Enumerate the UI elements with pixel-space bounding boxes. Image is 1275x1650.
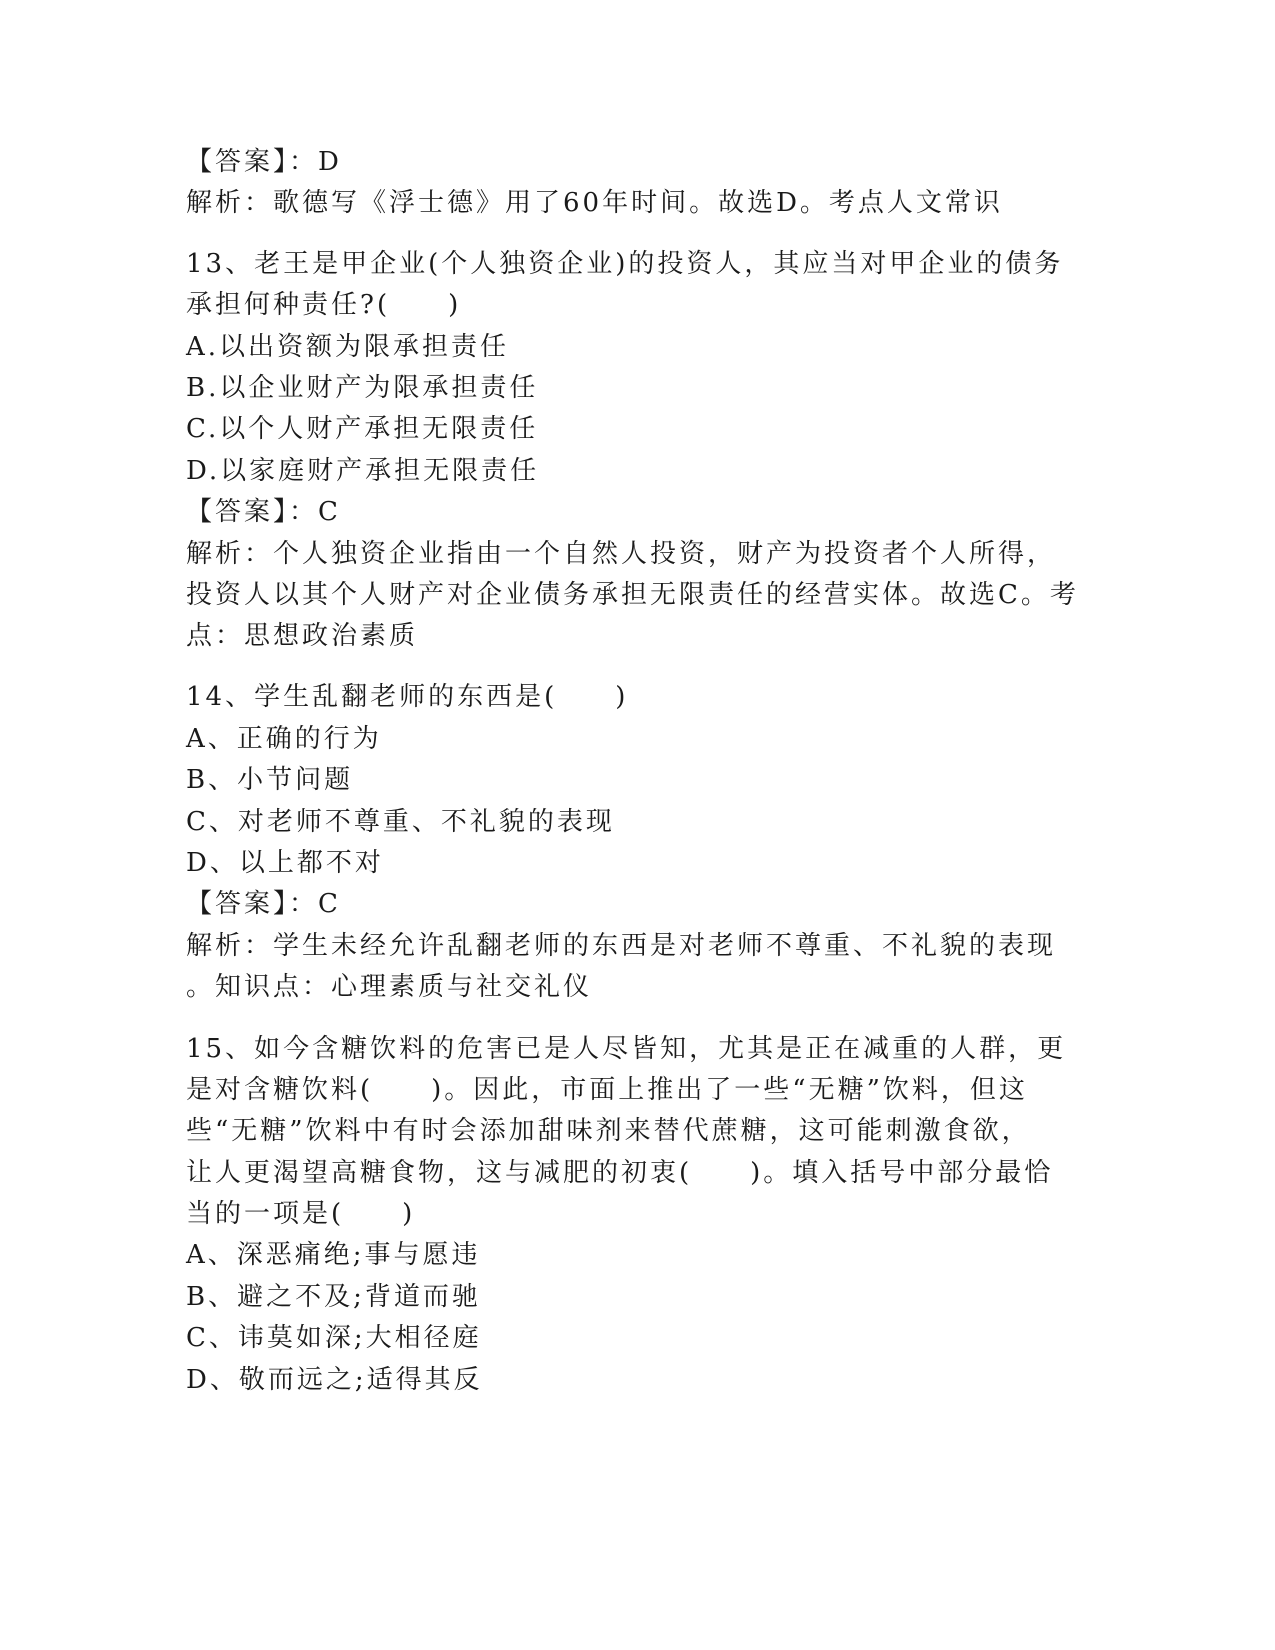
analysis-line: 。知识点：心理素质与社交礼仪 bbox=[186, 972, 593, 1002]
question-15-stem-line: 些“无糖”饮料中有时会添加甜味剂来替代蔗糖，这可能刺激食欲， bbox=[186, 1116, 1031, 1146]
option-b: B、小节问题 bbox=[186, 765, 354, 795]
question-15-stem-line: 让人更渴望高糖食物，这与减肥的初衷( )。填入括号中部分最恰 bbox=[186, 1158, 1054, 1188]
answer-line: 【答案】：C bbox=[186, 497, 341, 527]
option-c: C、讳莫如深;大相径庭 bbox=[186, 1323, 482, 1353]
analysis-line: 投资人以其个人财产对企业债务承担无限责任的经营实体。故选C。考 bbox=[186, 580, 1079, 610]
question-13-stem-line: 承担何种责任?( ) bbox=[186, 290, 462, 320]
analysis-line: 解析：歌德写《浮士德》用了60年时间。故选D。考点人文常识 bbox=[186, 188, 1003, 218]
question-13-stem-line: 13、老王是甲企业(个人独资企业)的投资人，其应当对甲企业的债务 bbox=[186, 249, 1064, 279]
answer-line: 【答案】：D bbox=[186, 147, 342, 177]
option-d: D、以上都不对 bbox=[186, 848, 384, 878]
option-d: D、敬而远之;适得其反 bbox=[186, 1365, 483, 1395]
question-15-stem-line: 是对含糖饮料( )。因此，市面上推出了一些“无糖”饮料，但这 bbox=[186, 1075, 1028, 1105]
question-15-stem-line: 15、如今含糖饮料的危害已是人尽皆知，尤其是正在减重的人群，更 bbox=[186, 1034, 1067, 1064]
option-d: D.以家庭财产承担无限责任 bbox=[186, 456, 540, 486]
question-15-stem-line: 当的一项是( ) bbox=[186, 1199, 416, 1229]
option-b: B.以企业财产为限承担责任 bbox=[186, 373, 539, 403]
option-c: C、对老师不尊重、不礼貌的表现 bbox=[186, 807, 615, 837]
option-a: A、正确的行为 bbox=[186, 724, 382, 754]
analysis-line: 解析：学生未经允许乱翻老师的东西是对老师不尊重、不礼貌的表现 bbox=[186, 931, 1057, 961]
analysis-line: 点：思想政治素质 bbox=[186, 621, 419, 651]
option-a: A.以出资额为限承担责任 bbox=[186, 332, 510, 362]
option-b: B、避之不及;背道而驰 bbox=[186, 1282, 481, 1312]
question-14-stem-line: 14、学生乱翻老师的东西是( ) bbox=[186, 682, 629, 712]
analysis-line: 解析：个人独资企业指由一个自然人投资，财产为投资者个人所得， bbox=[186, 539, 1057, 569]
answer-line: 【答案】：C bbox=[186, 889, 341, 919]
option-a: A、深恶痛绝;事与愿违 bbox=[186, 1240, 481, 1270]
option-c: C.以个人财产承担无限责任 bbox=[186, 414, 539, 444]
